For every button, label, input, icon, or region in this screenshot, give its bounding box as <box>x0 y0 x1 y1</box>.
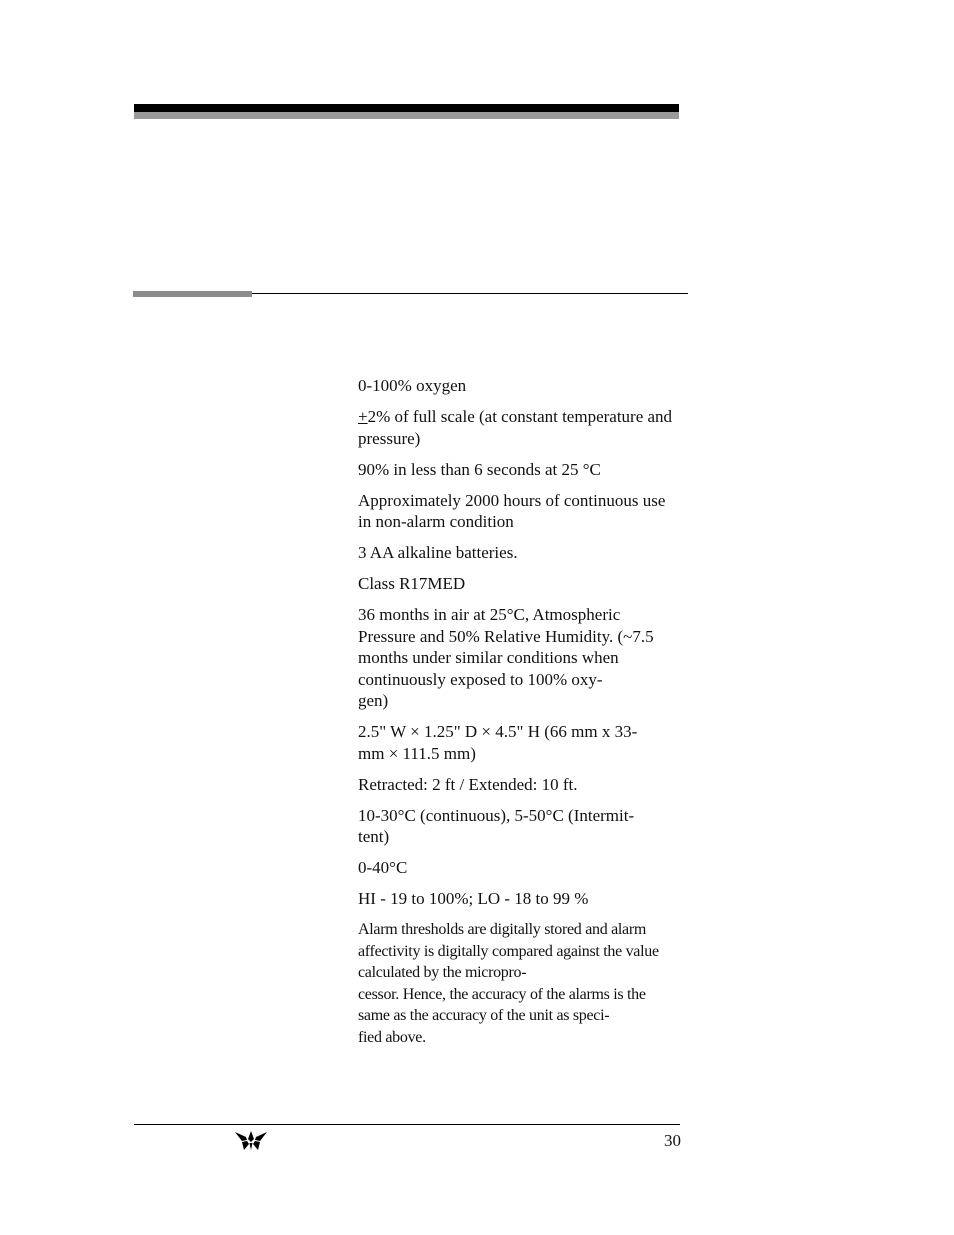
spec-accuracy <box>358 406 680 449</box>
footer-rule <box>134 1124 680 1125</box>
spec-battery-type: 3 AA alkaline batteries. <box>358 543 518 562</box>
section-rule-accent <box>133 291 252 297</box>
spec-storage-temperature: 0-40°C <box>358 858 408 877</box>
spec-accuracy-text: 2% of full scale (at constant temperature and pressure) <box>358 407 673 448</box>
spec-sensor-class: Class R17MED <box>358 574 466 593</box>
spec-battery-life: Approximately 2000 hours of continuous use in non-alarm condition <box>358 490 666 531</box>
section-rule-line <box>252 293 688 294</box>
header-rule-gray <box>134 112 679 119</box>
spec-dimensions: 2.5" W × 1.25" D × 4.5" H (66 mm x 33- mm × 111.5 mm) <box>358 722 638 763</box>
header-rule-black <box>134 104 679 112</box>
page-number: 30 <box>664 1131 681 1150</box>
spec-alarm-range: HI - 19 to 100%; LO - 18 to 99 % <box>358 889 589 908</box>
spec-range: 0-100% oxygen <box>358 376 467 395</box>
spec-sensor-life: 36 months in air at 25°C, Atmospheric Pressure and 50% Relative Humidity. (~7.5 months under similar conditions when continuously exposed to 100% oxy- gen) <box>358 605 654 710</box>
spec-alarm-accuracy: Alarm thresholds are digitally stored and alarm affectivity is digitally compared against the value calculated by the micropro- cessor. Hence, the accuracy of the alarms is the same as the accuracy of the unit as speci- fied above. <box>358 921 659 1046</box>
plus-minus-symbol: + <box>358 407 368 426</box>
spec-operating-temperature: 10-30°C (continuous), 5-50°C (Intermit- tent) <box>358 805 635 846</box>
spec-cable-length: Retracted: 2 ft / Extended: 10 ft. <box>358 774 578 794</box>
spec-response-time: 90% in less than 6 seconds at 25 °C <box>358 459 601 479</box>
teledyne-logo-icon <box>233 1129 269 1151</box>
specifications-list <box>358 375 680 1058</box>
